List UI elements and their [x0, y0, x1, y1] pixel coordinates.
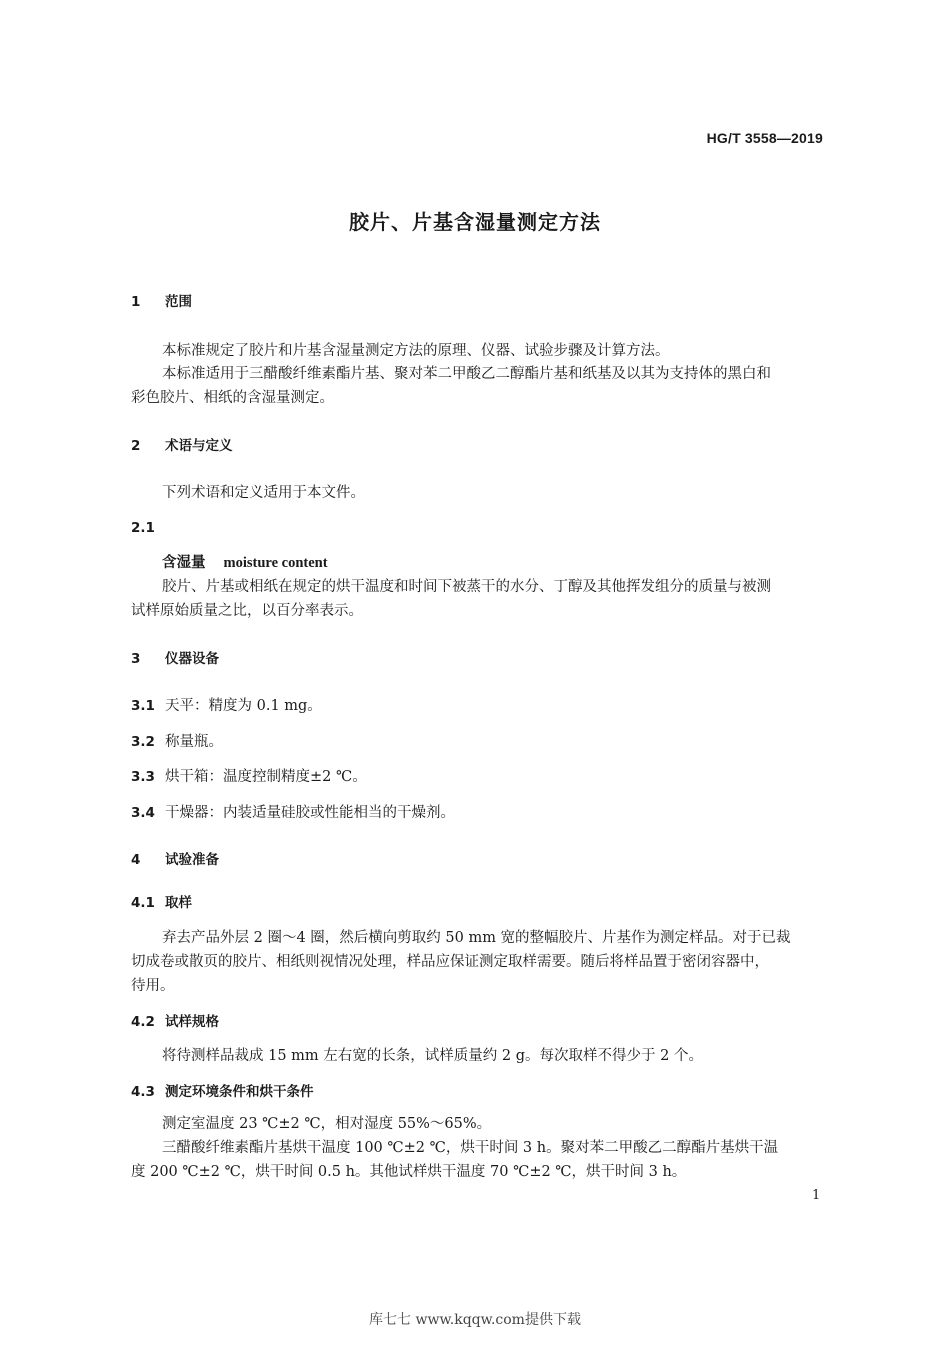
download-footer: 库七七 www.kqqw.com提供下载 — [369, 1312, 581, 1328]
section-title: 术语与定义 — [165, 438, 233, 454]
subsection-title: 取样 — [165, 895, 192, 911]
section-title: 仪器设备 — [165, 651, 219, 667]
paragraph-line: 度 200 ℃±2 ℃，烘干时间 0.5 h。其他试样烘干温度 70 ℃±2 ℃，烘干时间 3 h。 — [131, 1164, 687, 1180]
paragraph: 本标准规定了胶片和片基含湿量测定方法的原理、仪器、试验步骤及计算方法。 — [162, 343, 670, 359]
item-number: 3.1 — [131, 698, 155, 714]
section-number: 1 — [131, 294, 141, 310]
page-number: 1 — [812, 1188, 821, 1203]
list-item — [131, 767, 367, 787]
item-number: 3.3 — [131, 769, 155, 785]
paragraph-line: 待用。 — [131, 978, 175, 994]
term-entry — [162, 553, 328, 573]
section-number: 2 — [131, 438, 141, 454]
term-english: moisture content — [223, 555, 328, 571]
section-title: 试验准备 — [165, 852, 219, 868]
standard-code: HG/T 3558—2019 — [706, 130, 823, 146]
section-number: 4 — [131, 852, 141, 868]
definition-line: 胶片、片基或相纸在规定的烘干温度和时间下被蒸干的水分、丁醇及其他挥发组分的质量与被测 — [162, 579, 771, 595]
term-chinese: 含湿量 — [162, 555, 206, 571]
subsection-number: 4.1 — [131, 895, 155, 911]
item-text: 干燥器：内装适量硅胶或性能相当的干燥剂。 — [165, 805, 455, 821]
section-4-heading — [131, 850, 219, 870]
section-1-heading — [131, 292, 192, 312]
paragraph-line: 本标准适用于三醋酸纤维素酯片基、聚对苯二甲酸乙二醇酯片基和纸基及以其为支持体的黑白和 — [162, 366, 771, 382]
subsection-number: 2.1 — [131, 520, 155, 536]
definition-line: 试样原始质量之比，以百分率表示。 — [131, 603, 363, 619]
section-number: 3 — [131, 651, 141, 667]
paragraph-line: 测定室温度 23 ℃±2 ℃，相对湿度 55%～65%。 — [162, 1116, 492, 1132]
item-text: 称量瓶。 — [165, 734, 223, 750]
list-item — [131, 732, 223, 752]
section-2-heading — [131, 436, 233, 456]
document-title: 胶片、片基含湿量测定方法 — [349, 210, 601, 234]
subsection-title: 试样规格 — [165, 1014, 219, 1030]
paragraph-line: 切成卷或散页的胶片、相纸则视情况处理，样品应保证测定取样需要。随后将样品置于密闭容器中， — [131, 954, 769, 970]
list-item — [131, 803, 455, 823]
subsection-4-3-heading — [131, 1082, 314, 1102]
item-number: 3.2 — [131, 734, 155, 750]
subsection-number: 4.3 — [131, 1084, 155, 1100]
subsection-4-2-heading — [131, 1012, 219, 1032]
subsection-number: 4.2 — [131, 1014, 155, 1030]
subsection-title: 测定环境条件和烘干条件 — [165, 1084, 314, 1100]
paragraph-line: 将待测样品裁成 15 mm 左右宽的长条，试样质量约 2 g。每次取样不得少于 2 个。 — [162, 1048, 703, 1064]
paragraph-line: 弃去产品外层 2 圈～4 圈，然后横向剪取约 50 mm 宽的整幅胶片、片基作为测定样品。对于已裁 — [162, 930, 791, 946]
paragraph-line: 三醋酸纤维素酯片基烘干温度 100 ℃±2 ℃，烘干时间 3 h。聚对苯二甲酸乙二醇酯片基烘干温 — [162, 1140, 779, 1156]
item-text: 烘干箱：温度控制精度±2 ℃。 — [165, 769, 367, 785]
item-number: 3.4 — [131, 805, 155, 821]
list-item — [131, 696, 322, 716]
subsection-4-1-heading — [131, 893, 192, 913]
paragraph: 下列术语和定义适用于本文件。 — [162, 485, 365, 501]
section-title: 范围 — [165, 294, 192, 310]
section-3-heading — [131, 649, 219, 669]
item-text: 天平：精度为 0.1 mg。 — [165, 698, 322, 714]
paragraph-line: 彩色胶片、相纸的含湿量测定。 — [131, 390, 334, 406]
